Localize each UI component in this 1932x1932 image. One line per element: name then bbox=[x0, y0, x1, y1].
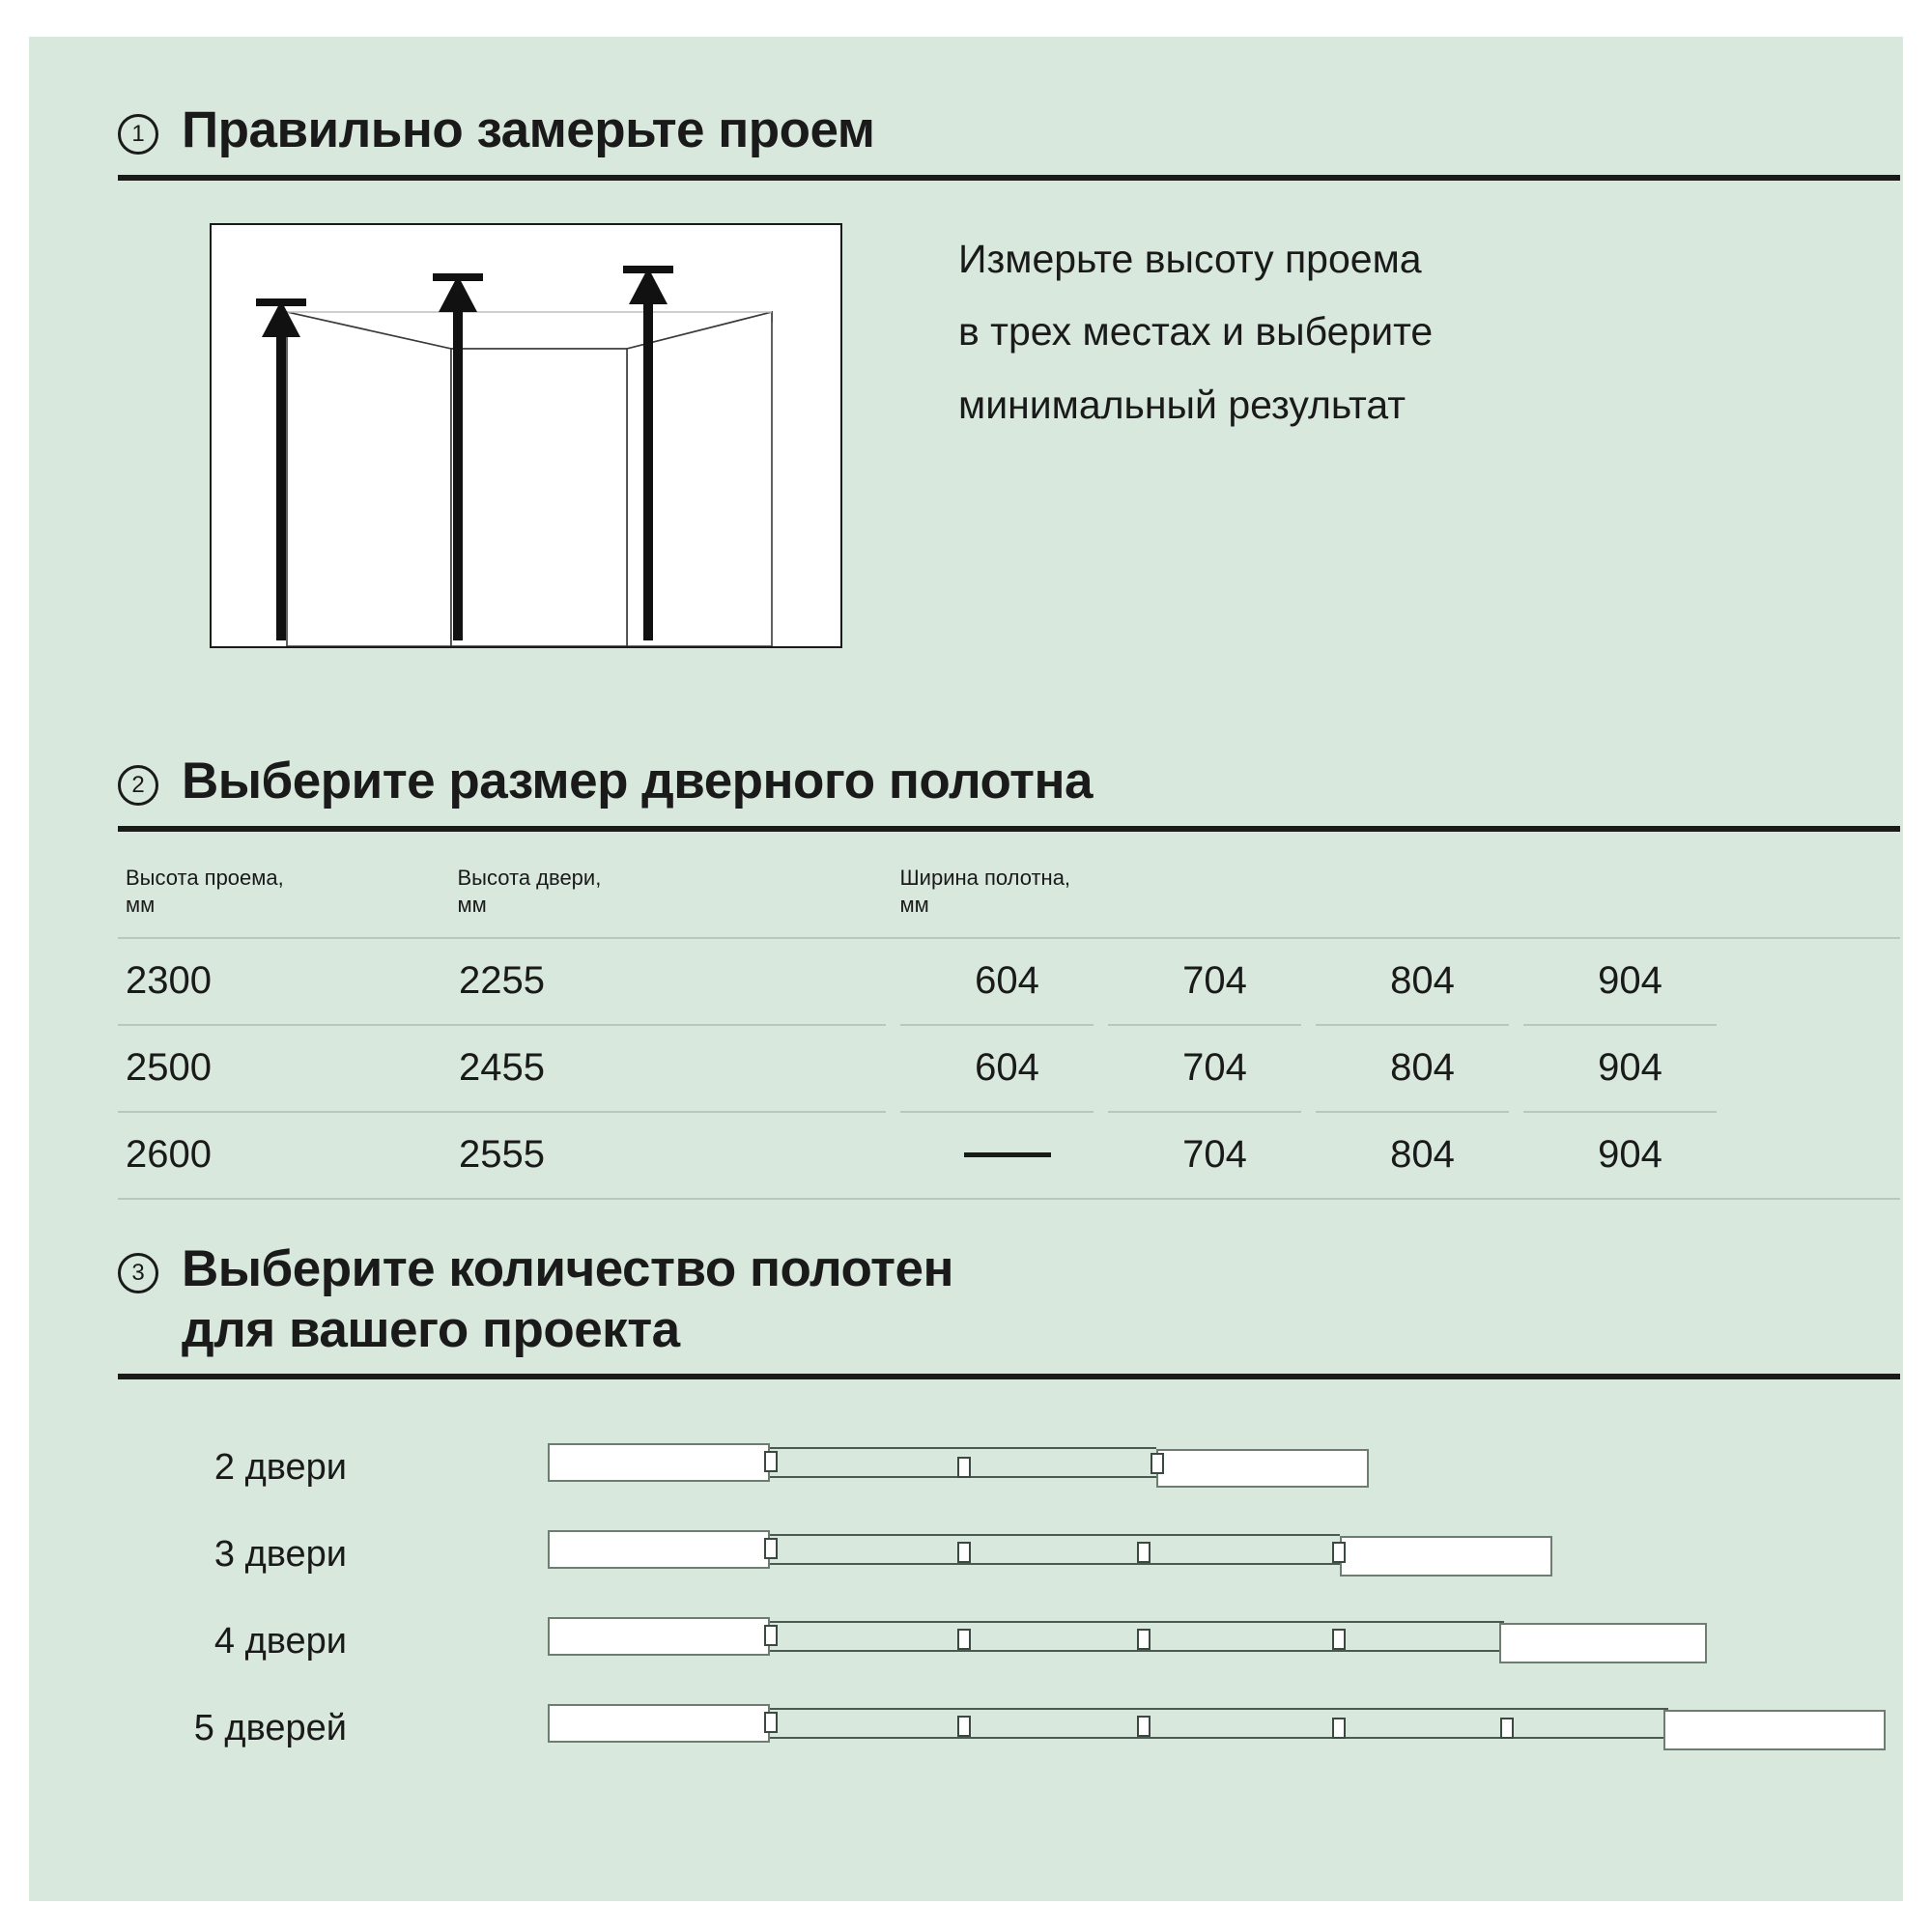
table-row bbox=[118, 1026, 1900, 1111]
section-1-title: Правильно замерьте проем bbox=[182, 101, 875, 158]
cell-opening-height: 2300 bbox=[126, 959, 212, 1003]
column-header-opening-height bbox=[118, 865, 458, 920]
section-2-divider bbox=[118, 826, 1900, 832]
column-header-panel-width bbox=[900, 865, 1900, 920]
door-panel bbox=[1156, 1449, 1369, 1488]
door-layout-4 bbox=[374, 1613, 1905, 1669]
list-item[interactable] bbox=[118, 1598, 1905, 1685]
door-panel bbox=[1340, 1536, 1552, 1577]
rail-clip-icon bbox=[957, 1457, 971, 1478]
rail-clip-icon bbox=[1137, 1629, 1151, 1650]
door-panel bbox=[1663, 1710, 1886, 1750]
cell-width-4: 904 bbox=[1598, 1046, 1662, 1090]
cell-width-3: 804 bbox=[1390, 959, 1455, 1003]
section-3-title-line-1: Выберите количество полотен bbox=[182, 1240, 953, 1297]
list-item[interactable] bbox=[118, 1424, 1905, 1511]
rail-clip-icon bbox=[1137, 1542, 1151, 1563]
col3-line1: Ширина полотна, bbox=[899, 865, 1071, 890]
cell-door-height: 2455 bbox=[459, 1046, 545, 1090]
door-panel bbox=[548, 1704, 770, 1743]
section-choose-count bbox=[118, 1239, 1905, 1772]
col2-line1: Высота двери, bbox=[457, 865, 602, 890]
door-count-options bbox=[118, 1424, 1905, 1772]
rail-clip-icon bbox=[764, 1451, 778, 1472]
instruction-line-3: минимальный результат bbox=[958, 383, 1406, 428]
rail-clip-icon bbox=[764, 1625, 778, 1646]
door-panel bbox=[548, 1617, 770, 1656]
instruction-line-1: Измерьте высоту проема bbox=[958, 236, 1422, 281]
table-row bbox=[118, 939, 1900, 1024]
rail-clip-icon bbox=[957, 1716, 971, 1737]
instruction-line-2: в трех местах и выберите bbox=[958, 309, 1434, 355]
not-available-dash bbox=[964, 1152, 1051, 1157]
section-2-header bbox=[118, 752, 1905, 812]
doorway-measure-diagram bbox=[210, 223, 842, 648]
section-3-header bbox=[118, 1239, 1905, 1360]
rail-clip-icon bbox=[957, 1542, 971, 1563]
rail-clip-icon bbox=[1332, 1542, 1346, 1563]
cell-door-height: 2555 bbox=[459, 1133, 545, 1177]
door-count-label: 2 двери bbox=[213, 1446, 347, 1488]
cell-opening-height: 2500 bbox=[126, 1046, 212, 1090]
door-layout-3 bbox=[374, 1526, 1905, 1582]
door-panel bbox=[548, 1443, 770, 1482]
cell-width-2: 704 bbox=[1182, 1046, 1247, 1090]
door-panel bbox=[548, 1530, 770, 1569]
column-header-door-height bbox=[458, 865, 900, 920]
section-2-title: Выберите размер дверного полотна bbox=[182, 753, 1093, 810]
rail-clip-icon bbox=[1332, 1629, 1346, 1650]
rail-clip-icon bbox=[1151, 1453, 1164, 1474]
rail-clip-icon bbox=[764, 1538, 778, 1559]
cell-width-1: 604 bbox=[975, 1046, 1039, 1090]
step-number-1: 1 bbox=[118, 114, 158, 155]
section-1-header bbox=[118, 100, 1905, 161]
door-count-label: 3 двери bbox=[213, 1533, 347, 1575]
table-row bbox=[118, 1113, 1900, 1198]
size-table bbox=[118, 865, 1900, 1200]
door-count-label: 5 дверей bbox=[193, 1707, 347, 1748]
col2-line2: мм bbox=[457, 893, 487, 918]
table-bottom-separator bbox=[118, 1198, 1900, 1200]
step-number-2: 2 bbox=[118, 765, 158, 806]
section-1-divider bbox=[118, 175, 1900, 181]
section-1-instruction bbox=[958, 223, 1433, 443]
list-item[interactable] bbox=[118, 1685, 1905, 1772]
door-count-label: 4 двери bbox=[213, 1620, 347, 1662]
door-layout-5 bbox=[374, 1700, 1905, 1756]
section-measure-opening bbox=[118, 100, 1905, 648]
cell-opening-height: 2600 bbox=[126, 1133, 212, 1177]
rail-clip-icon bbox=[957, 1629, 971, 1650]
cell-width-3: 804 bbox=[1390, 1046, 1455, 1090]
section-choose-size bbox=[118, 752, 1905, 1200]
cell-width-2: 704 bbox=[1182, 959, 1247, 1003]
col1-line1: Высота проема, bbox=[126, 865, 284, 890]
rail-clip-icon bbox=[764, 1712, 778, 1733]
cell-width-4: 904 bbox=[1598, 959, 1662, 1003]
doorway-illustration-svg bbox=[212, 225, 840, 646]
cell-door-height: 2255 bbox=[459, 959, 545, 1003]
section-1-body bbox=[118, 223, 1905, 648]
door-rail bbox=[770, 1534, 1340, 1565]
step-number-3: 3 bbox=[118, 1253, 158, 1293]
infographic-page bbox=[29, 37, 1903, 1901]
door-layout-2 bbox=[374, 1439, 1905, 1495]
table-header-row bbox=[118, 865, 1900, 937]
section-3-divider bbox=[118, 1374, 1900, 1379]
section-3-title-line-2: для вашего проекта bbox=[182, 1300, 680, 1358]
rail-clip-icon bbox=[1137, 1716, 1151, 1737]
door-rail bbox=[770, 1708, 1668, 1739]
door-panel bbox=[1499, 1623, 1707, 1663]
col3-line2: мм bbox=[899, 893, 929, 918]
rail-clip-icon bbox=[1500, 1718, 1514, 1739]
cell-width-4: 904 bbox=[1598, 1133, 1662, 1177]
cell-width-2: 704 bbox=[1182, 1133, 1247, 1177]
cell-width-1: 604 bbox=[975, 959, 1039, 1003]
cell-width-3: 804 bbox=[1390, 1133, 1455, 1177]
rail-clip-icon bbox=[1332, 1718, 1346, 1739]
cell-width-1 bbox=[903, 1113, 1111, 1198]
section-3-title bbox=[182, 1239, 953, 1360]
col1-line2: мм bbox=[126, 893, 156, 918]
list-item[interactable] bbox=[118, 1511, 1905, 1598]
